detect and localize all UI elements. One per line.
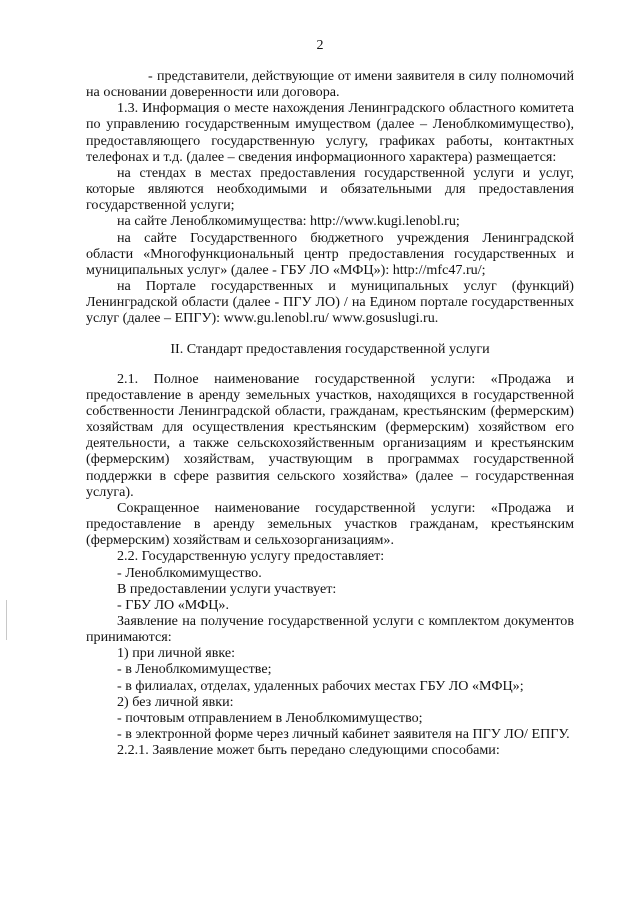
paragraph-kugi-site: на сайте Леноблкомимущества: http://www.kugi.lenobl.ru; bbox=[117, 213, 460, 230]
document-body bbox=[86, 68, 574, 758]
paragraph-stands: на стендах в местах предоставления государственной услуги и услуг, которые являются необходимыми и обязательными для предоставления государственной услуги; bbox=[86, 164, 574, 214]
paragraph-info-location: 1.3. Информация о месте нахождения Ленинградского областного комитета по управлению государственным имуществом (далее – Леноблкомимущество), предоставляющего государственную услугу, графиках работы, контактных телефонах и т.д. (далее – сведения информационного характера) размещается: bbox=[86, 100, 574, 165]
paragraph-text: представители, действующие от имени заявителя в силу полномочий на основании доверенности или договора. bbox=[86, 68, 574, 101]
paragraph-full-name: 2.1. Полное наименование государственной услуги: «Продажа и предоставление в аренду земельных участков, находящихся в государственной собственности Ленинградской области, гражданам, крестьянским (фермерским) хозяйствам для осуществления крестьянским (фермерским) хозяйством его деятельности, а также сельскохозяйственным организациям и крестьянским (фермерским) хозяйствам, участвующим в программах государственной поддержки в сфере развития сельского хозяйства» (далее – государственная услуга). bbox=[86, 370, 574, 500]
list-item: - ГБУ ЛО «МФЦ». bbox=[117, 596, 229, 613]
list-item: 2) без личной явки: bbox=[117, 693, 234, 710]
paragraph-representatives bbox=[86, 68, 574, 100]
paragraph-provider-intro: 2.2. Государственную услугу предоставляет: bbox=[117, 548, 385, 565]
list-item: - в электронной форме через личный кабинет заявителя на ПГУ ЛО/ ЕПГУ. bbox=[117, 726, 570, 743]
paragraph-submission-methods: 2.2.1. Заявление может быть передано следующими способами: bbox=[117, 742, 500, 759]
scan-margin-mark bbox=[6, 600, 7, 640]
paragraph-application-intro: Заявление на получение государственной услуги с комплектом документов принимаются: bbox=[86, 613, 574, 646]
paragraph-portal: на Портале государственных и муниципальных услуг (функций) Ленинградской области (далее - ПГУ ЛО) / на Едином портале государственных услуг (далее – ЕПГУ): www.gu.lenobl.ru/ www.gosuslugi.ru. bbox=[86, 278, 574, 327]
list-item: - Леноблкомимущество. bbox=[117, 564, 262, 581]
section-heading: II. Стандарт предоставления государственной услуги bbox=[170, 340, 490, 357]
paragraph-participant-intro: В предоставлении услуги участвует: bbox=[117, 580, 337, 597]
list-item: - почтовым отправлением в Леноблкомимущество; bbox=[117, 709, 423, 726]
paragraph-short-name: Сокращенное наименование государственной услуги: «Продажа и предоставление в аренду земельных участков гражданам, крестьянским (фермерским) хозяйствам и сельхозорганизациям». bbox=[86, 499, 574, 549]
list-item: - в Леноблкомимуществе; bbox=[117, 661, 272, 678]
paragraph-mfc-site: на сайте Государственного бюджетного учреждения Ленинградской области «Многофункциональный центр предоставления государственных и муниципальных услуг» (далее - ГБУ ЛО «МФЦ»): http://mfc47.ru/; bbox=[86, 229, 574, 278]
list-item: - в филиалах, отделах, удаленных рабочих местах ГБУ ЛО «МФЦ»; bbox=[117, 677, 524, 694]
page-number: 2 bbox=[316, 38, 324, 53]
list-dash: - bbox=[148, 68, 153, 84]
list-item: 1) при личной явке: bbox=[117, 645, 236, 662]
